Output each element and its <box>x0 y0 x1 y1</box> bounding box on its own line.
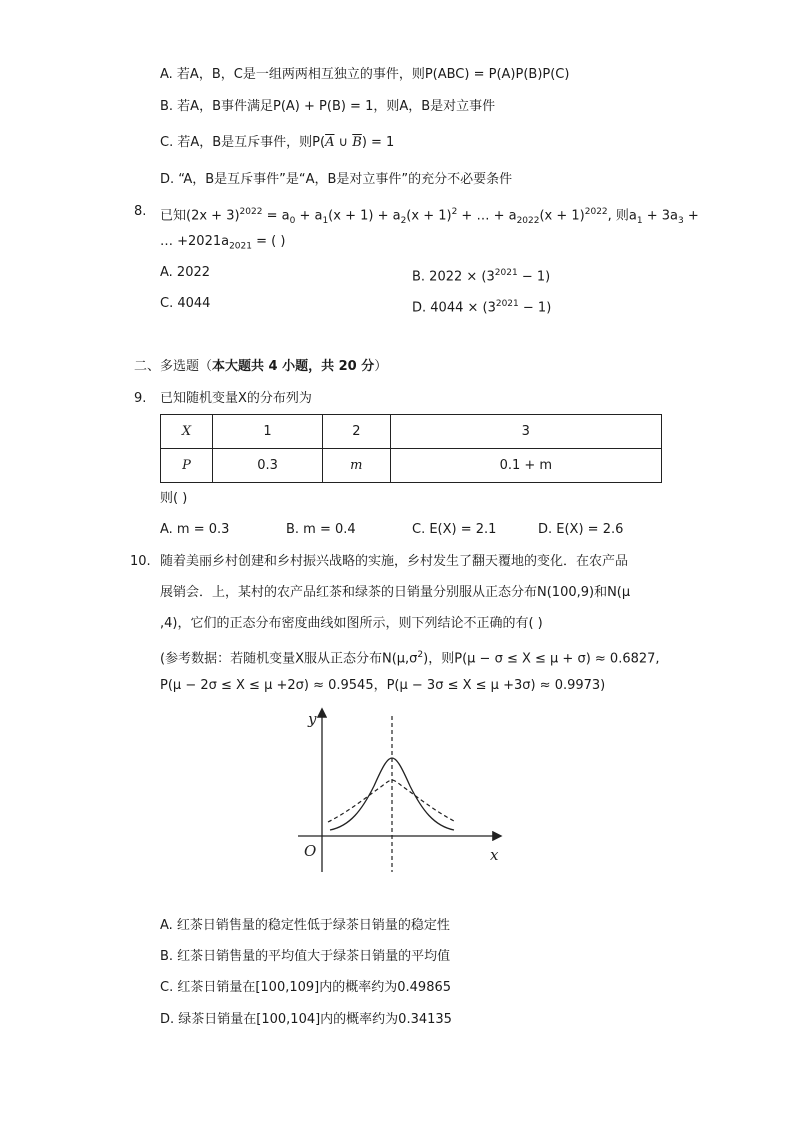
q10-ref-pre: (参考数据：若随机变量X服从正态分布N(μ,σ <box>160 651 418 667</box>
q10-option-d: D. 绿茶日销量在[100,104]内的概率约为0.34135 <box>160 1012 452 1027</box>
q8-l1-i: + <box>683 208 699 224</box>
section-heading <box>134 358 387 376</box>
q10-stem-line2: 展销会．上，某村的农产品红茶和绿茶的日销量分别服从正态分布N(100,9)和N(μ <box>160 585 631 600</box>
q8-l1-h: + 3a <box>642 208 679 224</box>
q8-b-post: − 1) <box>517 269 551 285</box>
q8-l1-b: + a <box>295 208 323 224</box>
q9-option-b: B. m = 0.4 <box>286 522 356 537</box>
q7-c-post: ) = 1 <box>361 135 395 150</box>
q8-l1-e: + … + a <box>457 208 517 224</box>
table-header-cell: 2 <box>323 415 391 449</box>
q8-option-d <box>412 295 551 317</box>
q10-option-c: C. 红茶日销量在[100,109]内的概率约为0.49865 <box>160 980 452 995</box>
table-cell: P <box>161 449 213 483</box>
q7-c-pre: C. 若A，B是互斥事件，则P( <box>160 135 326 150</box>
q8-l1-sub3: 3 <box>678 215 684 226</box>
q9-stem: 已知随机变量X的分布列为 <box>160 391 312 406</box>
table-header-cell: X <box>161 415 213 449</box>
q8-l1-g: , 则a <box>607 208 637 224</box>
q7-c-b-bar: $\overline{B}$ <box>352 135 362 150</box>
q8-option-c: C. 4044 <box>160 296 211 311</box>
table-cell: 0.1 + m <box>390 449 661 483</box>
q10-option-b: B. 红茶日销售量的平均值大于绿茶日销量的平均值 <box>160 949 451 964</box>
table-row <box>161 449 662 483</box>
x-label: x <box>490 846 499 864</box>
section-heading-bold: 本大题共 4 小题，共 20 分 <box>212 359 375 374</box>
q9-then: 则( ) <box>160 491 188 506</box>
q8-l1-sub0: 0 <box>289 215 296 226</box>
q7-c-cup: ∪ <box>334 135 353 150</box>
q8-b-exp: 2021 <box>494 268 518 278</box>
q10-number: 10. <box>130 554 151 569</box>
q8-d-post: − 1) <box>518 300 552 316</box>
section-heading-post: ） <box>374 359 388 374</box>
table-header-cell: 3 <box>390 415 661 449</box>
q7-option-d: D. “A，B是互斥事件”是“A，B是对立事件”的充分不必要条件 <box>160 172 513 187</box>
q8-option-a: A. 2022 <box>160 265 211 280</box>
q7-option-c <box>160 134 394 152</box>
q10-reference-line1 <box>160 646 660 668</box>
q9-option-a: A. m = 0.3 <box>160 522 230 537</box>
q10-ref-post: )，则P(μ − σ ≤ X ≤ μ + σ) ≈ 0.6827, <box>423 651 660 667</box>
q8-l1-pre: 已知(2x + 3) <box>160 208 240 224</box>
normal-curve-figure <box>290 700 510 875</box>
q10-option-a: A. 红茶日销售量的稳定性低于绿茶日销量的稳定性 <box>160 918 450 933</box>
q8-l1-mid: = a <box>262 208 290 224</box>
table-cell: 0.3 <box>213 449 323 483</box>
q8-b-pre: B. 2022 × (3 <box>412 269 495 285</box>
q10-reference-line2: P(μ − 2σ ≤ X ≤ μ +2σ) ≈ 0.9545，P(μ − 3σ ≤ X ≤ μ +3σ) ≈ 0.9973) <box>160 678 606 693</box>
y-label: y <box>308 710 317 728</box>
q8-number: 8. <box>134 204 147 219</box>
q8-l1-sub2022: 2022 <box>516 215 540 226</box>
origin-label: O <box>304 842 317 860</box>
q8-stem-line2 <box>160 233 285 256</box>
q8-d-exp: 2021 <box>495 299 519 309</box>
q8-stem-line1 <box>160 203 699 230</box>
q7-option-b: B. 若A，B事件满足P(A) + P(B) = 1，则A，B是对立事件 <box>160 99 496 114</box>
q8-option-b <box>412 264 550 286</box>
section-heading-pre: 二、多选题（ <box>134 359 213 374</box>
q8-l1-c: (x + 1) + a <box>328 208 401 224</box>
table-cell: m <box>323 449 391 483</box>
q7-c-a-bar: $\overline{A}$ <box>325 135 335 150</box>
q9-number: 9. <box>134 391 147 406</box>
q9-option-d: D. E(X) = 2.6 <box>538 522 624 537</box>
q7-option-a: A. 若A，B，C是一组两两相互独立的事件，则P(ABC) = P(A)P(B)P(C) <box>160 67 570 82</box>
q8-l1-exp3: 2022 <box>584 207 608 217</box>
q10-ref-exp: 2 <box>417 650 424 660</box>
q10-stem-line3: ,4)，它们的正态分布密度曲线如图所示，则下列结论不正确的有( ) <box>160 616 543 631</box>
distribution-table <box>160 414 662 483</box>
q8-l1-exp: 2022 <box>239 207 263 217</box>
table-header-cell: 1 <box>213 415 323 449</box>
q9-option-c: C. E(X) = 2.1 <box>412 522 497 537</box>
q8-l1-exp2: 2 <box>451 207 458 217</box>
q8-d-pre: D. 4044 × (3 <box>412 300 496 316</box>
q8-l2-sub: 2021 <box>229 241 252 252</box>
q8-l1-d: (x + 1) <box>406 208 452 224</box>
q8-l2-post: = ( ) <box>251 234 286 249</box>
table-row <box>161 415 662 449</box>
q10-stem-line1: 随着美丽乡村创建和乡村振兴战略的实施，乡村发生了翻天覆地的变化．在农产品 <box>160 554 629 569</box>
q8-l1-sub1b: 1 <box>636 215 643 226</box>
q8-l1-sub1: 1 <box>322 215 329 226</box>
q8-l2-pre: … +2021a <box>160 234 230 249</box>
q8-l1-sub2: 2 <box>400 215 407 226</box>
q8-l1-f: (x + 1) <box>539 208 585 224</box>
